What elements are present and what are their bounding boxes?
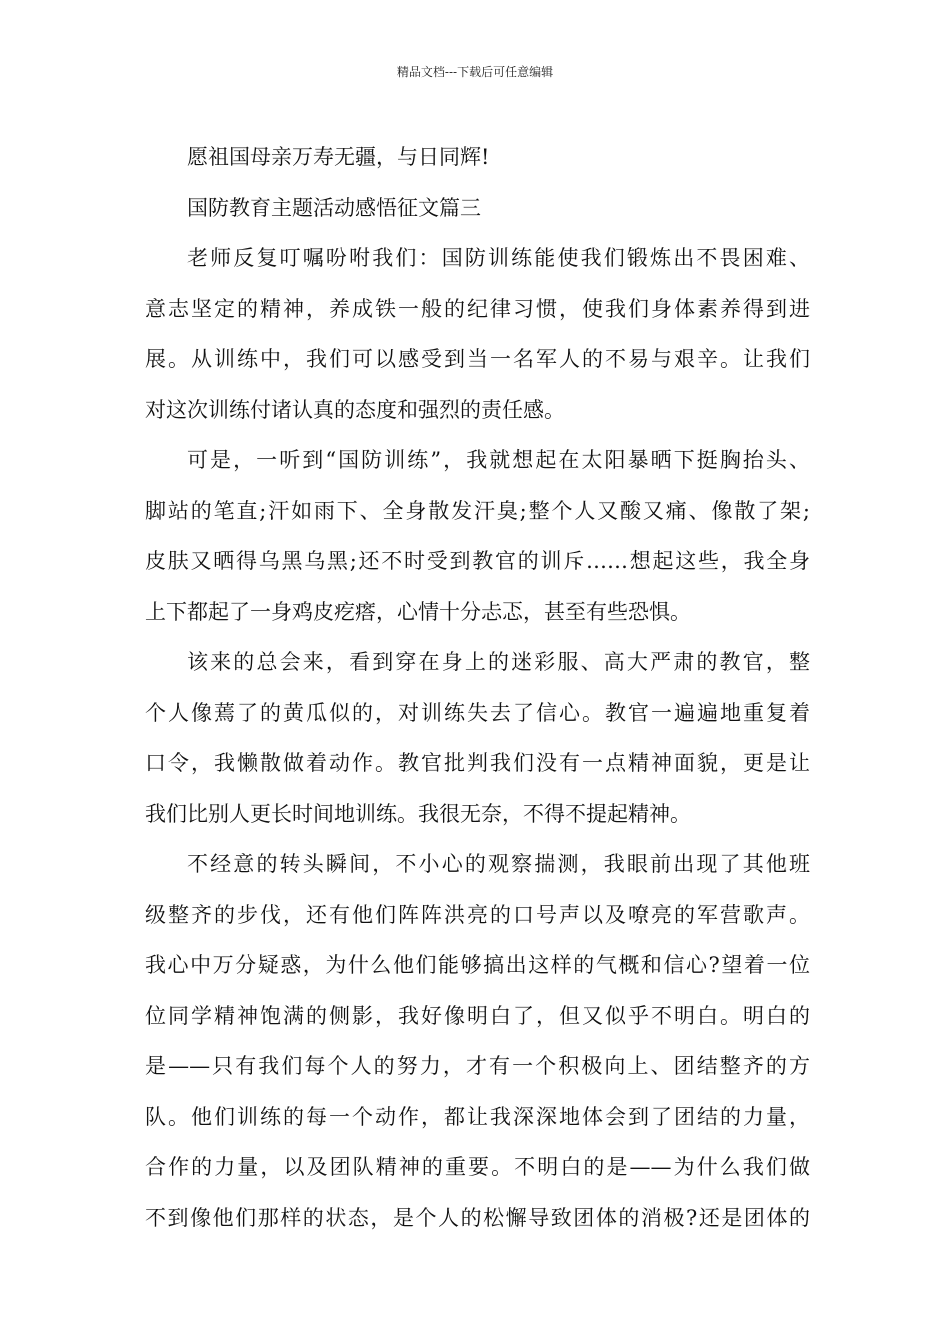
text-line: 愿祖国母亲万寿无疆，与日同辉! — [187, 145, 490, 169]
text-line: 队。他们训练的每一个动作，都让我深深地体会到了团结的力量， — [145, 1104, 810, 1129]
paragraph — [145, 839, 810, 1243]
text-line: 个人像蔫了的黄瓜似的，对训练失去了信心。教官一遍遍地重复着 — [145, 700, 810, 725]
paragraph — [145, 183, 810, 234]
document-body — [145, 132, 810, 1243]
page-header: 精品文档---下载后可任意编辑 — [396, 65, 554, 79]
paragraph — [145, 435, 810, 637]
text-line: 该来的总会来，看到穿在身上的迷彩服、高大严肃的教官，整 — [187, 650, 810, 674]
text-line: 我心中万分疑惑，为什么他们能够搞出这样的气概和信心?望着一位 — [145, 953, 810, 977]
text-line: 展。从训练中，我们可以感受到当一名军人的不易与艰辛。让我们 — [145, 347, 810, 371]
text-line: 上下都起了一身鸡皮疙瘩，心情十分忐忑，甚至有些恐惧。 — [145, 599, 691, 624]
paragraph — [145, 637, 810, 839]
text-line: 可是，一听到“国防训练”，我就想起在太阳暴晒下挺胸抬头、 — [187, 448, 810, 472]
text-line: 老师反复叮嘱吩咐我们：国防训练能使我们锻炼出不畏困难、 — [187, 246, 810, 270]
text-line: 皮肤又晒得乌黑乌黑;还不时受到教官的训斥……想起这些，我全身 — [145, 549, 810, 573]
text-line: 口令，我懒散做着动作。教官批判我们没有一点精神面貌，更是让 — [145, 751, 810, 775]
paragraph — [145, 132, 810, 183]
text-line: 不经意的转头瞬间，不小心的观察揣测，我眼前出现了其他班 — [187, 852, 810, 876]
text-line: 脚站的笔直;汗如雨下、全身散发汗臭;整个人又酸又痛、像散了架; — [145, 498, 810, 523]
text-line: 是——只有我们每个人的努力，才有一个积极向上、团结整齐的方 — [145, 1054, 810, 1078]
text-line: 合作的力量，以及团队精神的重要。不明白的是——为什么我们做 — [145, 1155, 810, 1179]
text-line: 不到像他们那样的状态，是个人的松懈导致团体的消极?还是团体的 — [145, 1205, 810, 1230]
text-line: 级整齐的步伐，还有他们阵阵洪亮的口号声以及嘹亮的军营歌声。 — [145, 902, 810, 927]
text-line: 我们比别人更长时间地训练。我很无奈，不得不提起精神。 — [145, 801, 691, 826]
text-line: 对这次训练付诸认真的态度和强烈的责任感。 — [145, 397, 565, 422]
text-line: 位同学精神饱满的侧影，我好像明白了，但又似乎不明白。明白的 — [145, 1003, 810, 1028]
text-line: 意志坚定的精神，养成铁一般的纪律习惯，使我们身体素养得到进 — [145, 296, 810, 321]
text-line: 国防教育主题活动感悟征文篇三 — [187, 195, 481, 220]
paragraph — [145, 233, 810, 435]
